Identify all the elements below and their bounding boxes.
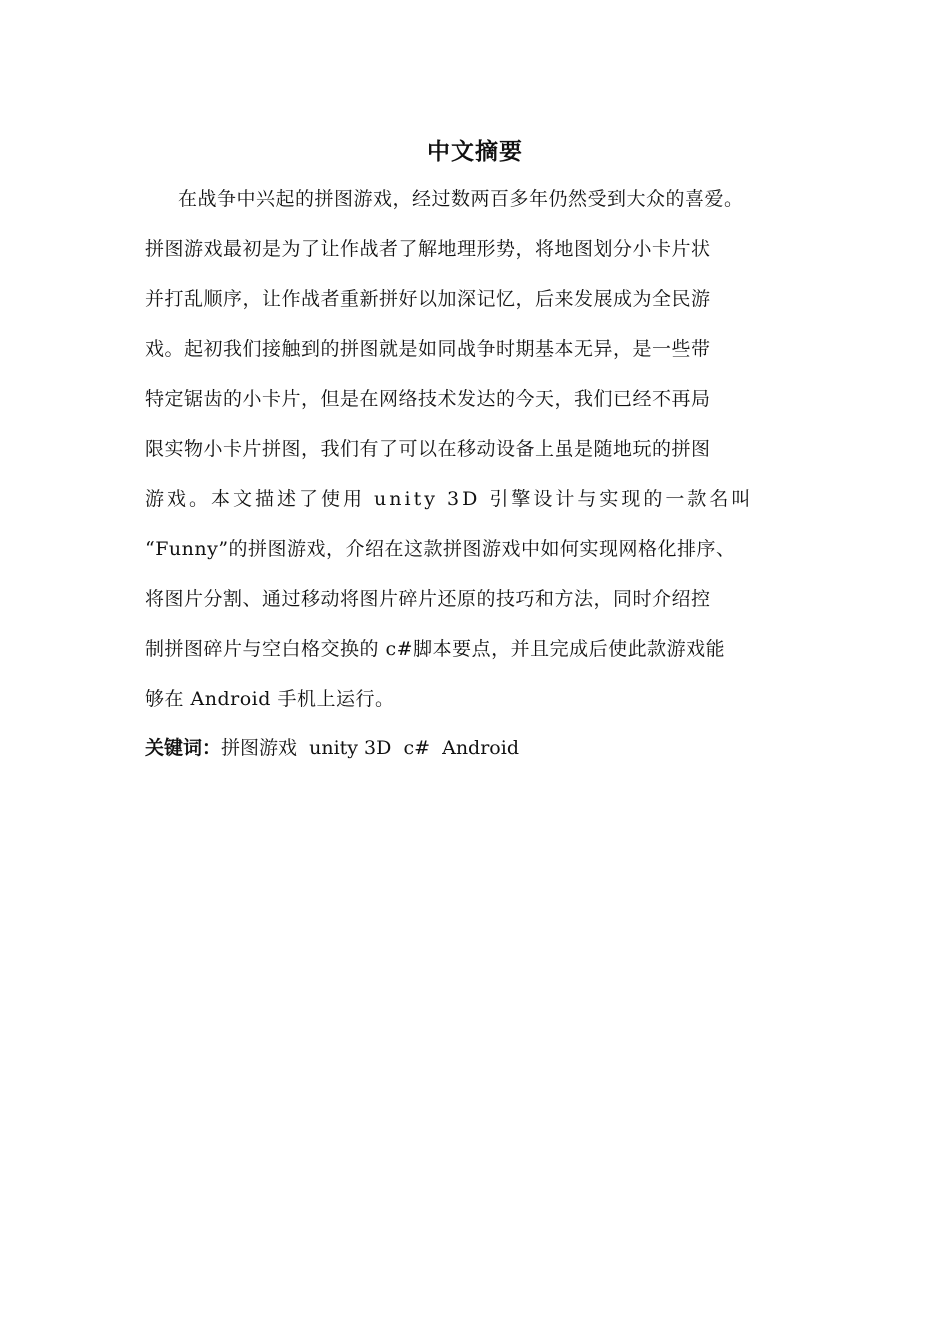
keywords-line — [145, 733, 519, 763]
abstract-line-11: 够在 Android 手机上运行。 — [145, 688, 395, 710]
abstract-line-4: 戏。起初我们接触到的拼图就是如同战争时期基本无异，是一些带 — [145, 338, 711, 360]
abstract-line-8: “Funny”的拼图游戏，介绍在这款拼图游戏中如何实现网格化排序、 — [145, 538, 736, 560]
abstract-line-10: 制拼图碎片与空白格交换的 c#脚本要点，并且完成后使此款游戏能 — [145, 638, 726, 660]
abstract-line-3: 并打乱顺序，让作战者重新拼好以加深记忆，后来发展成为全民游 — [145, 288, 711, 310]
page-title: 中文摘要 — [427, 139, 523, 165]
abstract-line-5: 特定锯齿的小卡片，但是在网络技术发达的今天，我们已经不再局 — [145, 388, 711, 410]
abstract-line-1: 在战争中兴起的拼图游戏，经过数两百多年仍然受到大众的喜爱。 — [178, 188, 744, 210]
abstract-line-6: 限实物小卡片拼图，我们有了可以在移动设备上虽是随地玩的拼图 — [145, 438, 711, 460]
abstract-line-2: 拼图游戏最初是为了让作战者了解地理形势，将地图划分小卡片状 — [145, 238, 711, 260]
keywords-label: 关键词： — [145, 737, 222, 759]
abstract-line-7: 游戏。本文描述了使用 unity 3D 引擎设计与实现的一款名叫 — [145, 488, 754, 510]
abstract-line-9: 将图片分割、通过移动将图片碎片还原的技巧和方法，同时介绍控 — [145, 588, 711, 610]
keywords-text: 拼图游戏 unity 3D c# Android — [221, 737, 519, 759]
